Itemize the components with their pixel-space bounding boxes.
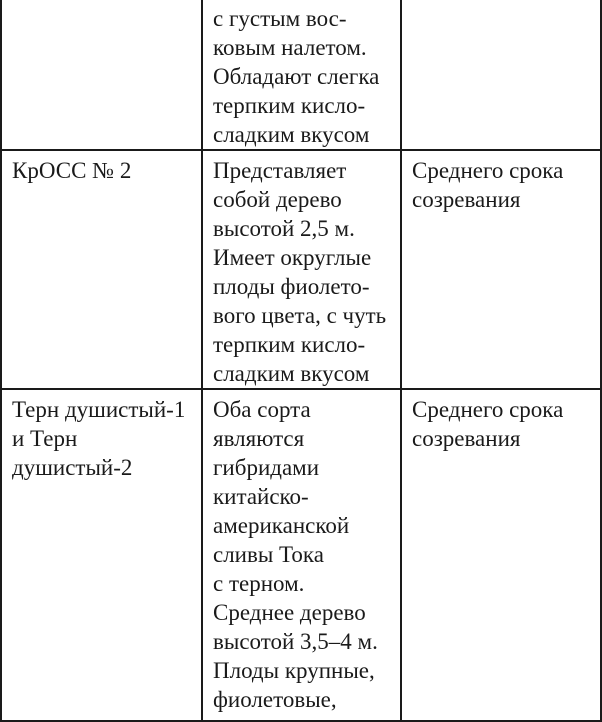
text-line: Среднего срока — [412, 397, 564, 422]
text-line: созревания — [412, 426, 521, 451]
text-line: созревания — [412, 187, 521, 212]
text-line: Оба сорта — [213, 397, 311, 422]
variety-cell — [1, 389, 202, 721]
text-line: китайско- — [213, 484, 309, 509]
text-line: сладким вкусом — [213, 361, 370, 386]
variety-name: Терн душистый-1 — [12, 397, 186, 422]
ripening-cell — [401, 150, 601, 389]
text-line: собой дерево — [213, 187, 342, 212]
description-cell — [202, 389, 401, 721]
text-line: сливы Тока — [213, 542, 324, 567]
variety-name: и Терн — [12, 426, 78, 451]
variety-cell — [1, 0, 202, 150]
text-line: высотой 2,5 м. — [213, 216, 355, 241]
text-line: вого цвета, с чуть — [213, 303, 387, 328]
text-line: Представляет — [213, 158, 347, 183]
text-line: Имеет округлые — [213, 245, 372, 270]
text-line: фиолетовые, — [213, 687, 337, 712]
variety-cell — [1, 150, 202, 389]
ripening-cell — [401, 389, 601, 721]
variety-name: душистый-2 — [12, 455, 133, 480]
description-cell — [202, 0, 401, 150]
text-line: с терном. — [213, 571, 305, 596]
text-line: терпким кисло- — [213, 93, 366, 118]
text-line: являются — [213, 426, 305, 451]
text-line: плоды фиолето- — [213, 274, 370, 299]
text-line: Плоды крупные, — [213, 658, 375, 683]
text-line: Среднего срока — [412, 158, 564, 183]
text-line: сладким вкусом — [213, 122, 370, 147]
ripening-cell — [401, 0, 601, 150]
table-row — [1, 0, 601, 150]
text-line: гибридами — [213, 455, 320, 480]
text-line: терпким кисло- — [213, 332, 366, 357]
table-row — [1, 389, 601, 721]
table-row — [1, 150, 601, 389]
variety-name: КрОСС № 2 — [12, 158, 132, 183]
text-line: Обладают слегка — [213, 64, 380, 89]
text-line: с густым вос- — [213, 6, 347, 31]
text-line: американской — [213, 513, 350, 538]
text-line: Среднее дерево — [213, 600, 366, 625]
text-line: ковым налетом. — [213, 35, 367, 60]
description-cell — [202, 150, 401, 389]
text-line: высотой 3,5–4 м. — [213, 629, 378, 654]
